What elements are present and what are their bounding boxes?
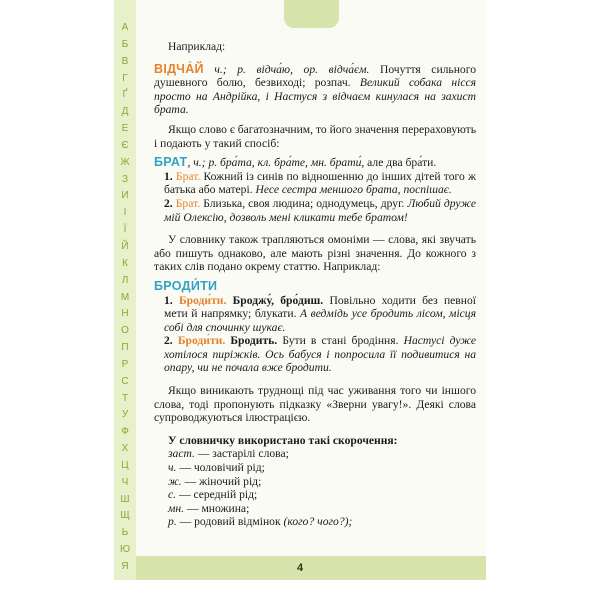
multi-meaning-paragraph: Якщо слово є багатозначним, то його значення перераховують і подають у такий спосіб:: [154, 122, 476, 150]
top-tab-decoration: [284, 0, 339, 28]
alphabet-letter: Ж: [120, 156, 130, 168]
abbr-item: заст. — застарілі слова;: [168, 447, 289, 461]
grammar-tail: але два бра́ти.: [364, 156, 437, 170]
alphabet-letter: Л: [121, 274, 129, 286]
alphabet-letter: О: [121, 325, 129, 337]
alphabet-letter: Р: [121, 358, 129, 370]
abbr-item: ч. — чоловічий рід;: [168, 461, 265, 475]
entry-vidchai: [154, 63, 476, 117]
alphabet-sidebar: [114, 0, 136, 580]
alphabet-letter: І: [123, 207, 127, 219]
alphabet-letter: Н: [121, 308, 129, 320]
headword: БРОДИ́ТИ: [154, 278, 218, 293]
headword: БРАТ: [154, 155, 188, 170]
alphabet-letter: П: [121, 342, 129, 354]
grammar-info: , ч.; р. бра́та, кл. бра́те, мн. брати́,: [187, 156, 365, 170]
abbr-item: ж. — жіночий рід;: [168, 474, 262, 488]
alphabet-letter: У: [121, 409, 129, 421]
entry-brat: [154, 156, 476, 170]
alphabet-letter: Ш: [120, 493, 130, 505]
example: Великий собака нісся просто на Андрійка, і Настуся з відчаєм кинулася на захист брата.: [154, 76, 476, 117]
definition: Почуття сильного душевного болю, безвиході; розпач.: [154, 62, 476, 90]
alphabet-letter: Ь: [121, 527, 129, 539]
entry-broditi: [154, 280, 476, 294]
brat-sense-1: 1. Брат. Кожний із синів по відношенню до інших дітей того ж батька або матері. Несе сестра меншого брата, поспішає.: [164, 169, 476, 197]
alphabet-letter: Х: [121, 443, 129, 455]
alphabet-letter: Г: [122, 72, 128, 84]
abbreviations-title: У словничку використано такі скорочення:: [168, 433, 398, 447]
alphabet-letter: С: [121, 375, 129, 387]
alphabet-letter: З: [121, 173, 129, 185]
alphabet-letter: Е: [121, 123, 129, 135]
alphabet-letter: А: [121, 22, 129, 33]
broditi-sense-2: 2. Броди́ти. Бродить. Бути в стані бродіння. Настусі дуже хотілося пиріжків. Ось бабуся і попросила її подивитися на опару, чи не почала вже бродити.: [164, 334, 476, 375]
alphabet-letter: Ф: [121, 426, 129, 438]
alphabet-letter: Я: [121, 561, 129, 572]
alphabet-letter: Д: [121, 106, 129, 118]
abbreviations-list: [154, 447, 476, 529]
alphabet-letter: Ц: [121, 459, 129, 471]
alphabet-letter: И: [121, 190, 129, 202]
page-number: 4: [296, 562, 304, 574]
alphabet-letter: Ї: [123, 224, 127, 236]
dictionary-content: [154, 40, 476, 529]
alphabet-letter: Є: [121, 139, 129, 151]
alphabet-letter: В: [121, 55, 129, 67]
abbr-item: с. — середній рід;: [168, 488, 258, 502]
brat-sense-2: 2. Брат. Близька, своя людина; однодумець, друг. Любий друже мій Олексію, дозволь мені кликати тебе братом!: [164, 196, 476, 224]
alphabet-letter: Ю: [119, 544, 131, 556]
alphabet-letter: Й: [121, 240, 129, 252]
alphabet-letter: М: [120, 291, 130, 303]
headword: ВІДЧА́Й: [154, 61, 204, 76]
broditi-sense-1: 1. Броди́ти. Броджу́, бро́диш. Повільно ходити без певної мети й напрямку; блукати. А ведмідь усе бродить лісом, місця собі для спочинку шукає.: [164, 293, 476, 334]
abbr-item: р. — родовий відмінок (кого? чого?);: [168, 515, 353, 529]
alphabet-letter: К: [122, 257, 128, 269]
alphabet-letter: Т: [121, 392, 129, 404]
alphabet-letter: Ч: [121, 476, 129, 488]
alphabet-letter: Ґ: [122, 89, 128, 101]
intro-text: Наприклад:: [168, 40, 226, 53]
abbr-item: мн. — множина;: [168, 501, 250, 515]
difficulty-paragraph: Якщо виникають труднощі під час уживання того чи іншого слова, тоді пропонують підказку «Зверни увагу!». Деякі слова супроводжуються ілюстрацією.: [154, 384, 476, 425]
grammar-info: ч.; р. відча́ю, ор. відча́єм.: [203, 62, 370, 76]
alphabet-letter: Б: [121, 38, 129, 50]
homonyms-paragraph: У словнику також трапляються омоніми — слова, які звучать або пишуть однаково, але мають різні значення. До кожного з таких слів подано окрему статтю. Наприклад:: [154, 233, 476, 274]
alphabet-letter: Щ: [120, 510, 130, 522]
